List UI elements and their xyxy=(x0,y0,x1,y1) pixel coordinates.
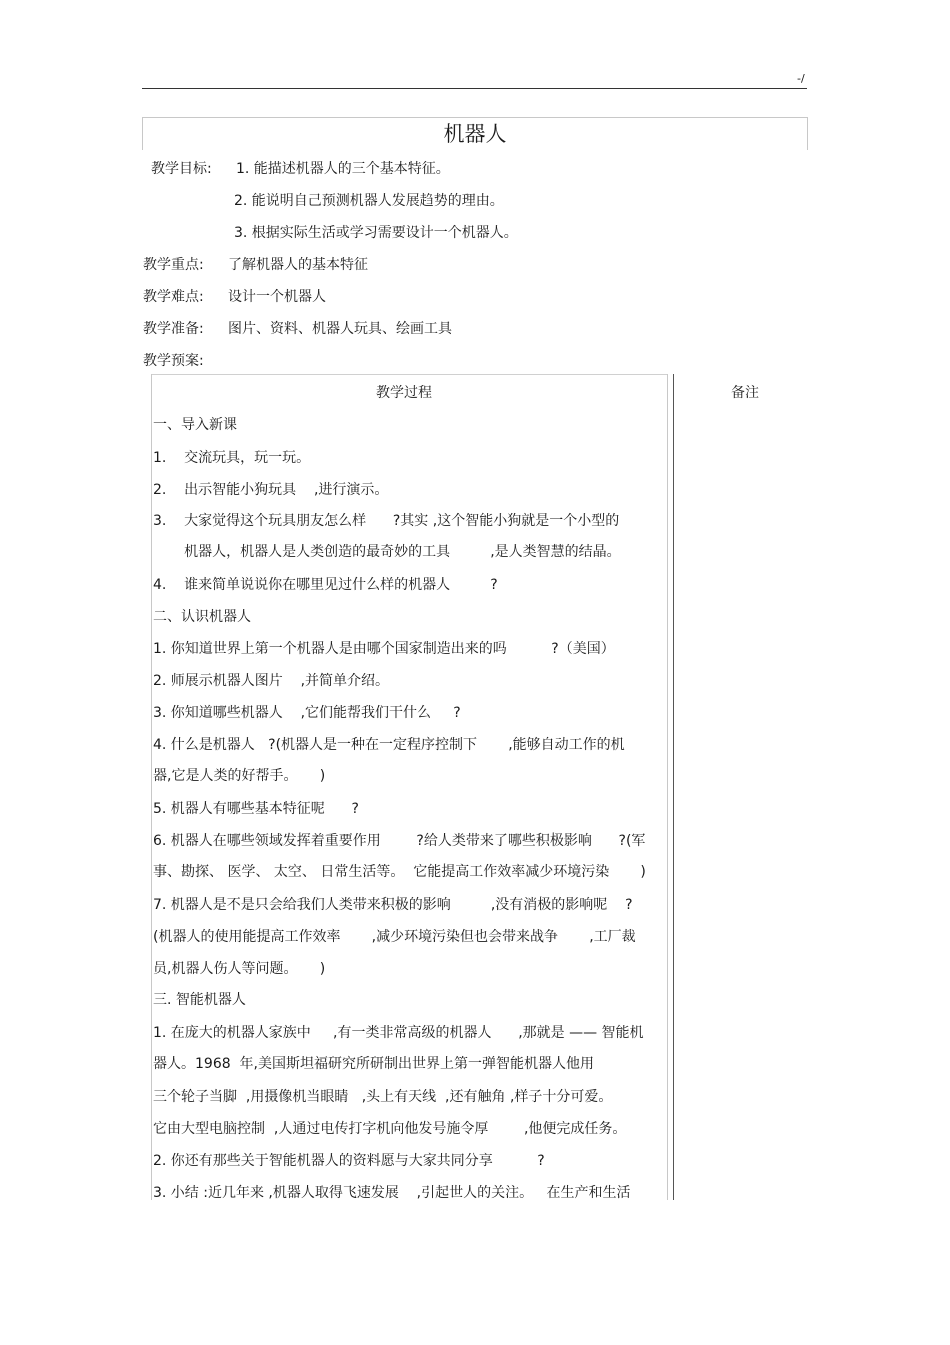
process-line: 机器人，机器人是人类创造的最奇妙的工具 ,是人类智慧的结晶。 xyxy=(153,544,621,560)
process-line: 2. 你还有那些关于智能机器人的资料愿与大家共同分享 ? xyxy=(153,1153,545,1169)
process-line: (机器人的使用能提高工作效率 ,减少环境污染但也会带来战争 ,工厂裁 xyxy=(153,929,636,945)
column-header-process: 教学过程 xyxy=(376,385,432,401)
process-line: 员,机器人伤人等问题。 ) xyxy=(153,961,326,977)
process-line: 器人。1968 年,美国斯坦福研究所研制出世界上第一弹智能机器人他用 xyxy=(153,1056,594,1072)
process-line: 三. 智能机器人 xyxy=(153,992,246,1008)
page-title: 机器人 xyxy=(443,122,507,146)
process-line: 器,它是人类的好帮手。 ) xyxy=(153,768,326,784)
process-line: 二、认识机器人 xyxy=(153,609,251,625)
preparation-value: 图片、资料、机器人玩具、绘画工具 xyxy=(228,321,452,337)
header-rule xyxy=(142,88,807,89)
objective-item: 2. 能说明自己预测机器人发展趋势的理由。 xyxy=(234,193,504,209)
process-line: 3. 大家觉得这个玩具朋友怎么样 ?其实 ,这个智能小狗就是一个小型的 xyxy=(153,513,620,529)
objective-item: 3. 根据实际生活或学习需要设计一个机器人。 xyxy=(234,225,518,241)
process-line: 6. 机器人在哪些领域发挥着重要作用 ?给人类带来了哪些积极影响 ?(军 xyxy=(153,833,646,849)
process-line: 7. 机器人是不是只会给我们人类带来积极的影响 ,没有消极的影响呢 ? xyxy=(153,897,633,913)
process-line: 三个轮子当脚 ,用摄像机当眼睛 ,头上有天线 ,还有触角 ,样子十分可爱。 xyxy=(153,1089,613,1105)
table-top-border xyxy=(151,374,668,375)
plan-label: 教学预案: xyxy=(143,353,204,369)
process-line: 1. 交流玩具，玩一玩。 xyxy=(153,450,311,466)
process-line: 事、勘探、 医学、 太空、 日常生活等。 它能提高工作效率减少环境污染 ) xyxy=(153,864,646,880)
table-divider xyxy=(667,374,668,1200)
process-line: 一、导入新课 xyxy=(153,417,237,433)
focus-label: 教学重点: xyxy=(143,257,204,273)
process-line: 2. 师展示机器人图片 ,并简单介绍。 xyxy=(153,673,390,689)
objective-item: 1. 能描述机器人的三个基本特征。 xyxy=(236,161,450,177)
process-line: 3. 小结 :近几年来 ,机器人取得飞速发展 ,引起世人的关注。 在生产和生活 xyxy=(153,1185,631,1201)
process-line: 1. 在庞大的机器人家族中 ,有一类非常高级的机器人 ,那就是 —— 智能机 xyxy=(153,1025,644,1041)
objectives-label: 教学目标: xyxy=(151,161,212,177)
process-line: 5. 机器人有哪些基本特征呢 ? xyxy=(153,801,359,817)
table-divider-dark xyxy=(673,374,674,1200)
table-left-border xyxy=(151,374,152,1200)
column-header-notes: 备注 xyxy=(731,385,759,401)
process-line: 2. 出示智能小狗玩具 ,进行演示。 xyxy=(153,482,389,498)
process-line: 3. 你知道哪些机器人 ,它们能帮我们干什么 ? xyxy=(153,705,461,721)
process-line: 4. 谁来简单说说你在哪里见过什么样的机器人 ? xyxy=(153,577,498,593)
process-line: 1. 你知道世界上第一个机器人是由哪个国家制造出来的吗 ?（美国） xyxy=(153,641,615,657)
title-box xyxy=(142,117,808,150)
difficulty-value: 设计一个机器人 xyxy=(228,289,326,305)
preparation-label: 教学准备: xyxy=(143,321,204,337)
difficulty-label: 教学难点: xyxy=(143,289,204,305)
process-line: 4. 什么是机器人 ?(机器人是一种在一定程序控制下 ,能够自动工作的机 xyxy=(153,737,625,753)
process-line: 它由大型电脑控制 ,人通过电传打字机向他发号施令厚 ,他便完成任务。 xyxy=(153,1121,627,1137)
focus-value: 了解机器人的基本特征 xyxy=(228,257,368,273)
header-mark: -/ xyxy=(797,72,805,85)
